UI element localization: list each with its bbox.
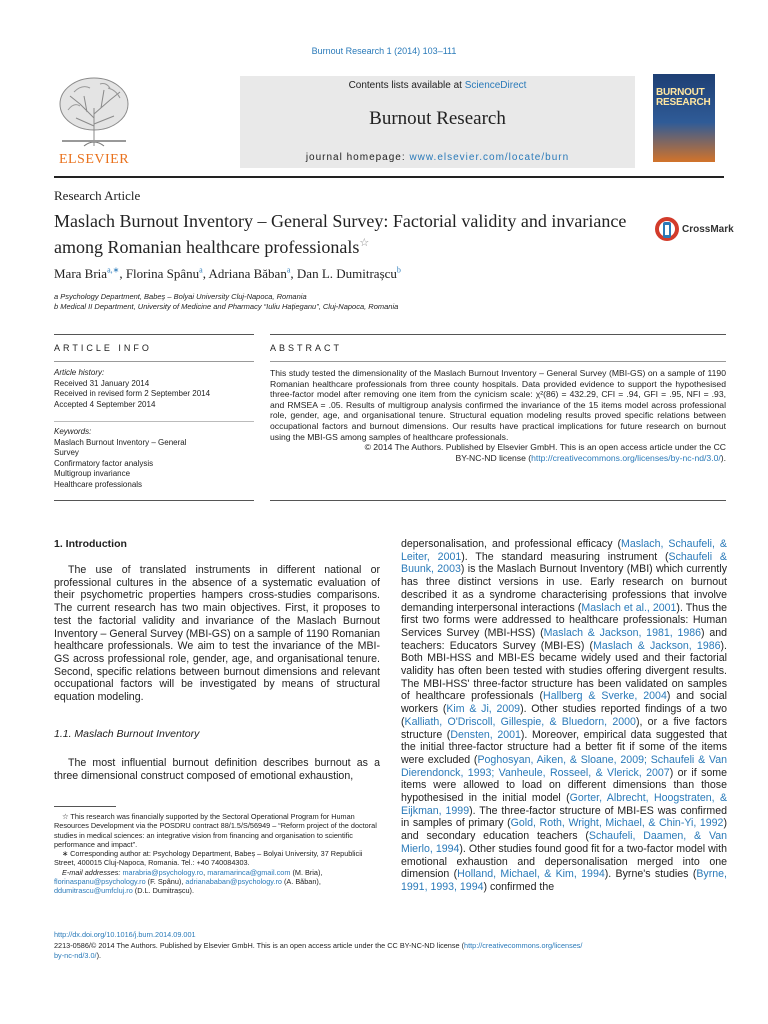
citation-link[interactable]: Gold, Roth, Wright, Michael, & Chin-Yi, 1992 xyxy=(510,817,724,830)
sciencedirect-link[interactable]: ScienceDirect xyxy=(464,80,527,91)
body-text: ) and secondary education teachers ( xyxy=(401,817,727,843)
article-type: Research Article xyxy=(54,188,141,203)
email-owner: (M. Bria), xyxy=(290,867,323,877)
mbi-paragraph xyxy=(54,757,380,782)
body-text: ). Byrne's studies ( xyxy=(604,868,697,881)
body-text: ). Other studies found good fit for a two-factor model with emotional exhaustion and depersonalisation merged into one dimension ( xyxy=(401,842,727,881)
email-link[interactable]: maramarinca@gmail.com xyxy=(207,867,291,877)
email-link[interactable]: florinaspanu@psychology.ro xyxy=(54,877,146,887)
right-column-text xyxy=(401,538,727,894)
copyright-notice xyxy=(270,442,726,463)
license-prefix: BY-NC-ND license ( xyxy=(455,452,532,463)
footnote-rule xyxy=(54,806,116,807)
citation-link[interactable]: Schaufeli, Daamen, & Van Mierlo, 1994 xyxy=(401,830,728,855)
body-text: ) and social workers ( xyxy=(401,690,727,716)
license-suffix: ). xyxy=(720,452,726,463)
body-text: ) is the Maslach Burnout Inventory (MBI) which currently has three distinct versions in use. Early research on burnout described it as a syndrome characterising professions that involve demanding interpersonal interactions ( xyxy=(401,563,727,614)
accepted-date: Accepted 4 September 2014 xyxy=(54,399,156,409)
homepage-prefix: journal homepage: xyxy=(305,152,410,163)
license-footer xyxy=(54,941,726,960)
license-end: ). xyxy=(96,950,102,960)
info-sub-rule xyxy=(54,361,254,362)
license-text: 2213-0586/© 2014 The Authors. Published by Elsevier GmbH. This is an open access article under the CC BY-NC-ND license ( xyxy=(54,941,465,951)
abstract-top-rule xyxy=(270,334,726,335)
received-date: Received 31 January 2014 xyxy=(54,378,150,388)
citation-link[interactable]: Maslach et al., 2001 xyxy=(581,601,677,614)
body-text: ) and teachers: Educators Survey (MBI-ES) ( xyxy=(401,626,727,652)
email-separator: , xyxy=(203,867,208,877)
author-separator: , xyxy=(290,266,297,282)
body-text: ). The three-factor structure of MBI-ES was confirmed in samples of primary ( xyxy=(401,804,727,830)
info-top-rule xyxy=(54,334,254,335)
crossmark-icon xyxy=(654,216,680,242)
info-bottom-rule xyxy=(54,500,254,501)
keyword: Multigroup invariance xyxy=(54,469,131,479)
citation-link[interactable]: Maslach & Jackson, 1986 xyxy=(593,639,721,652)
body-text: ). Moreover, empirical data suggested that the initial three-factor structure had a better fit if some of the items were excluded ( xyxy=(401,728,727,766)
author-name: Florina Spânu xyxy=(125,266,200,282)
citation-link[interactable]: Poghosyan, Aiken, & Sloane, 2009; Schaufeli & Van Dierendonck, 1993; Vanheule, Rosseel, & Vlerick, 2007 xyxy=(401,753,727,779)
email-footnote xyxy=(54,868,380,896)
author xyxy=(126,266,209,281)
affiliation-a: a Psychology Department, Babeș – Bolyai University Cluj-Napoca, Romania xyxy=(54,292,307,301)
email-owner: (D.L. Dumitrașcu). xyxy=(132,886,195,896)
author xyxy=(297,266,401,281)
journal-homepage-link[interactable]: www.elsevier.com/locate/burn xyxy=(409,152,570,163)
crossmark-badge[interactable] xyxy=(654,216,734,242)
author-separator: , xyxy=(119,266,126,282)
body-text: ). Thus the first two forms were addressed to healthcare professionals: Human Services Survey (MBI-HSS) ( xyxy=(401,601,727,639)
body-text: ) or if some items were allowed to load on different dimensions than those hypothesised in the initial model ( xyxy=(401,766,727,805)
cover-title: BURNOUT RESEARCH xyxy=(656,87,711,108)
keyword: Confirmatory factor analysis xyxy=(54,458,154,468)
abstract-paragraph: This study tested the dimensionality of the Maslach Burnout Inventory – General Survey (MBI-GS) on a sample of 1190 Romanian healthcare professionals from three county hospitals. Data provided evidence to support the hypothesised three-factor model after removing one item from the cynicism scale: χ²(86) = 432.29, CFI = .94, GFI = .95, NFI = .93, and RMSEA = .05. Results of multigroup analysis confirmed the invariance of the 15 items model across professional role, gender, age, and organisational tenure. Structural equation modeling results proved specific relations between occupational factors and burnout dimensions. Our results have practical implications for future research on burnout using the MBI-GS among samples of healthcare professionals. xyxy=(270,368,726,442)
license-footer-link-cont[interactable]: by-nc-nd/3.0/ xyxy=(54,950,97,960)
history-rule xyxy=(54,421,254,422)
license-footer-link[interactable]: http://creativecommons.org/licenses/ xyxy=(464,941,583,951)
keyword: Maslach Burnout Inventory – General xyxy=(54,437,187,447)
abstract-heading: ABSTRACT xyxy=(270,343,343,353)
subsection-heading: 1.1. Maslach Burnout Inventory xyxy=(54,728,200,740)
citation-link[interactable]: Byrne, 1991, 1993, 1994 xyxy=(401,868,727,893)
body-text: ) confirmed the xyxy=(483,880,555,893)
intro-paragraph xyxy=(54,564,380,704)
author xyxy=(209,266,297,281)
homepage-line xyxy=(240,152,635,163)
article-title xyxy=(54,210,644,258)
body-text: ). The standard measuring instrument ( xyxy=(461,550,669,563)
elsevier-logo xyxy=(54,74,134,166)
title-footnote-mark[interactable]: ☆ xyxy=(359,237,370,249)
license-link[interactable]: http://creativecommons.org/licenses/by-nc-nd/3.0/ xyxy=(531,452,721,463)
copyright-line: © 2014 The Authors. Published by Elsevier GmbH. This is an open access article under the CC xyxy=(364,442,726,453)
abstract-body xyxy=(270,368,726,463)
article-info-heading: ARTICLE INFO xyxy=(54,343,152,353)
page-footer xyxy=(54,930,726,960)
abstract-bottom-rule xyxy=(270,500,726,501)
body-text: ), or a five factors structure ( xyxy=(401,715,728,741)
body-text: ). Both MBI-HSS and MBI-ES became widely used and their factorial validity has often been tested with studies offering divergent results. The MBI-HSS' three-factor structure has been validated on samples of healthcare professionals ( xyxy=(401,639,727,703)
article-history xyxy=(54,368,259,410)
body-text: depersonalisation, and professional efficacy ( xyxy=(401,538,622,550)
author-affil-link[interactable]: a xyxy=(199,266,203,275)
funding-footnote: ☆ This research was financially supported by the Sectoral Operational Program for Human Resources Development via the POSDRU contract 88/1.5/S/56949 – “Reform project of the doctoral studies in medical sciences: an integrative vision from financing and organisation to scientific performance and impact”. xyxy=(54,812,377,849)
author-affil-link[interactable]: a,∗ xyxy=(107,266,120,275)
crossmark-label: CrossMark xyxy=(682,224,734,235)
keyword: Survey xyxy=(54,448,79,458)
journal-cover-image[interactable] xyxy=(653,74,715,162)
keywords xyxy=(54,427,259,491)
email-label: E-mail addresses: xyxy=(62,867,123,877)
citation-link[interactable]: Gorter, Albrecht, Hoogstraten, & Eijkman, 1999 xyxy=(401,792,728,817)
citation-link[interactable]: Densten, 2001 xyxy=(450,728,521,741)
contents-line xyxy=(240,80,635,91)
author xyxy=(54,266,126,281)
keyword: Healthcare professionals xyxy=(54,479,143,489)
header-rule xyxy=(54,176,724,178)
elsevier-wordmark: ELSEVIER xyxy=(58,152,130,167)
footnotes xyxy=(54,812,380,896)
title-text: Maslach Burnout Inventory – General Survey: Factorial validity and invariance among Romanian healthcare professionals xyxy=(54,211,627,257)
corresponding-author-footnote: ∗ Corresponding author at: Psychology Department, Babeș – Bolyai University, 37 Republicii Street, 400015 Cluj-Napoca, Romania. Tel.: +40 740084303. xyxy=(54,849,363,868)
author-affil-link[interactable]: a xyxy=(286,266,291,275)
email-link[interactable]: ddumitrascu@umfcluj.ro xyxy=(54,886,133,896)
license-line xyxy=(270,453,726,464)
section-heading-introduction: 1. Introduction xyxy=(54,538,127,550)
journal-name: Burnout Research xyxy=(369,108,506,129)
citation-link[interactable]: Kim & Ji, 2009 xyxy=(446,703,521,716)
author-separator: , xyxy=(202,266,209,282)
affiliation-b: b Medical II Department, University of Medicine and Pharmacy “Iuliu Hațieganu”, Cluj-Napoca, Romania xyxy=(54,302,399,311)
paragraph: The use of translated instruments in different national or professional cultures in the absence of a systematic evaluation of their psychometric properties hampers cross-studies comparisons. The current research has two main objectives. First, it proposes to test the factorial validity and invariance of the Maslach Burnout Inventory – General Survey (MBI-GS) on a sample of 1190 Romanian healthcare professionals. We aim to test the invariance of the MBI-GS across professional role, gender, age, and organisational tenure. Second, specific relations between burnout dimensions and relevant occupational factors will be investigated by means of structural equation modeling. xyxy=(54,564,381,704)
contents-prefix: Contents lists available at xyxy=(348,80,465,91)
history-label: Article history: xyxy=(54,368,105,377)
revised-date: Received in revised form 2 September 2014 xyxy=(54,389,211,399)
journal-reference[interactable]: Burnout Research 1 (2014) 103–111 xyxy=(311,46,457,56)
author-name: Mara Bria xyxy=(54,266,108,282)
citation-link[interactable]: Kalliath, O'Driscoll, Gillespie, & Bluedorn, 2000 xyxy=(404,715,636,728)
citation-link[interactable]: Hallberg & Sverke, 2004 xyxy=(543,690,667,703)
elsevier-tree-icon xyxy=(54,74,134,150)
author-affil-link[interactable]: b xyxy=(396,266,401,275)
email-link[interactable]: marabria@psychology.ro xyxy=(122,867,204,877)
citation-link[interactable]: Schaufeli & Buunk, 2003 xyxy=(401,550,727,576)
email-link[interactable]: adrianababan@psychology.ro xyxy=(185,877,282,887)
doi-link[interactable]: http://dx.doi.org/10.1016/j.burn.2014.09.001 xyxy=(54,930,196,939)
keywords-label: Keywords: xyxy=(54,427,92,436)
body-text: ). Other studies reported findings of a two ( xyxy=(401,703,727,728)
author-name: Dan L. Dumitrașcu xyxy=(296,266,397,282)
citation-link[interactable]: Holland, Michael, & Kim, 1994 xyxy=(457,868,605,881)
author-name: Adriana Băban xyxy=(208,266,287,282)
author-list xyxy=(54,266,401,282)
email-owner: (A. Băban), xyxy=(281,877,321,887)
email-owner: (F. Spânu), xyxy=(145,877,186,887)
abstract-sub-rule xyxy=(270,361,726,362)
citation-link[interactable]: Maslach & Jackson, 1981, 1986 xyxy=(543,626,702,639)
paragraph: The most influential burnout definition describes burnout as a three dimensional construct composed of emotional exhaustion, xyxy=(54,757,380,782)
citation-link[interactable]: Maslach, Schaufeli, & Leiter, 2001 xyxy=(401,538,728,563)
